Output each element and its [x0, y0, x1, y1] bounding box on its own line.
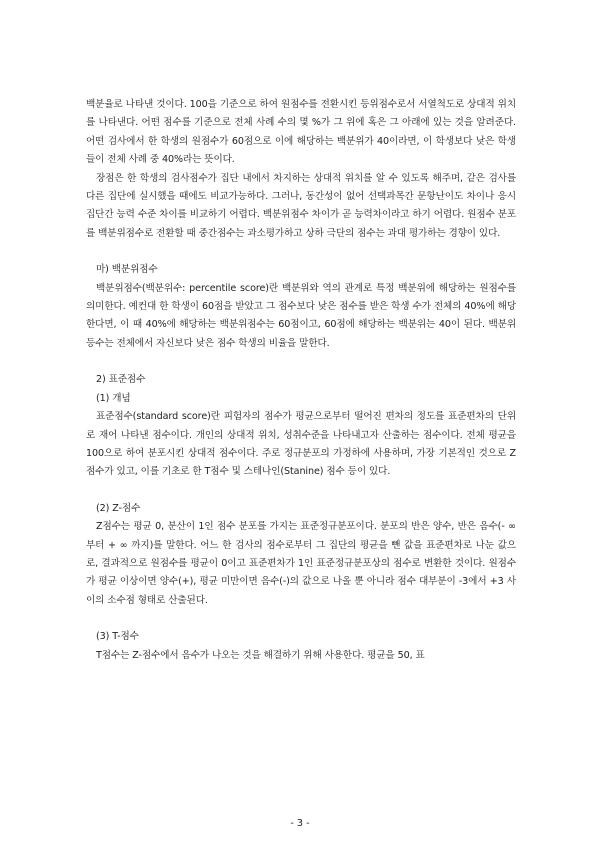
paragraph-percentile-definition: 백분율로 나타낸 것이다. 100을 기준으로 하여 원점수를 전환시킨 등위점수로서 서열척도로 상대적 위치를 나타낸다. 어떤 점수를 기준으로 전체 사례 수의 몇 %가 그 위에 혹은 그 아래에 있는 것을 알려준다. 어떤 검사에서 한 학생의 원점수가 60점으로 이에 해당하는 백분위가 40이라면, 이 학생보다 낮은 학생들이 전체 사례 중 40%라는 뜻이다. — [86, 99, 516, 166]
heading-concept: (1) 개념 — [96, 392, 131, 404]
heading-standard-score: 2) 표준점수 — [96, 374, 146, 386]
spacer — [86, 482, 516, 500]
spacer — [86, 610, 516, 628]
paragraph-standard-score: 표준점수(standard score)란 피험자의 점수가 평균으로부터 떨어진 편차의 정도를 표준편차의 단위로 재어 나타낸 점수이다. 개인의 상대적 위치, 성취수준을 나타내고자 산출하는 점수이다. 전체 평균을 100으로 하여 분포시킨 상대적 점수이다. 주로 정규분포의 가정하에 사용하며, 가장 기본적인 것으로 Z점수가 있고, 이를 기초로 한 T점수 및 스테나인(Stanine) 점수 등이 있다. — [86, 411, 516, 478]
heading-percentile-score: 마) 백분위점수 — [96, 264, 158, 276]
heading-t-score: (3) T-점수 — [96, 631, 139, 643]
spacer — [86, 243, 516, 261]
heading-z-score: (2) Z-점수 — [96, 502, 141, 514]
paragraph-t-score: T점수는 Z-점수에서 음수가 나오는 것을 해결하기 위해 사용한다. 평균을 50, 표 — [96, 649, 425, 661]
paragraph-percentile-score: 백분위점수(백분위수: percentile score)란 백분위와 역의 관계로 특정 백분위에 해당하는 원점수를 의미한다. 예컨대 한 학생이 60점을 받았고 그 점수보다 낮은 점수를 받은 학생 수가 전체의 40%에 해당한다면, 이 때 40%에 해당하는 백분위점수는 60점이고, 60점에 해당하는 백분위는 40이 된다. 백분위 등수는 전체에서 자신보다 낮은 점수 학생의 비율을 말한다. — [86, 282, 516, 349]
paragraph-percentile-merits: 장점은 한 학생의 검사점수가 집단 내에서 차지하는 상대적 위치를 알 수 있도록 해주며, 같은 검사를 다른 집단에 실시했을 때에도 비교가능하다. 그러나, 동간성이 없어 선택과목간 문항난이도 차이나 응시집단간 능력 수준 차이를 비교하기 어렵다. 백분위점수 차이가 곧 능력차이라고 하기 어렵다. 원점수 분포를 백분위점수로 전환할 때 중간점수는 과소평가하고 상하 극단의 점수는 과대 평가하는 경향이 있다. — [86, 172, 516, 239]
page-number: - 3 - — [290, 818, 310, 829]
page-content — [86, 96, 516, 665]
spacer — [86, 353, 516, 371]
paragraph-z-score: Z점수는 평균 0, 분산이 1인 점수 분포를 가지는 표준정규분포이다. 분포의 반은 양수, 반은 음수(- ∞ 부터 + ∞ 까지)를 말한다. 어느 한 검사의 점수로부터 그 집단의 평균을 뺀 값을 표준편차로 나눈 값으로, 결과적으로 원점수를 평균이 0이고 표준편차가 1인 표준정규분포상의 점수로 변환한 것이다. 원점수가 평균 이상이면 양수(+), 평균 미만이면 음수(-)의 값으로 나올 뿐 아니라 점수 대부분이 -3에서 +3 사이의 소수점 형태로 산출된다. — [86, 521, 516, 606]
